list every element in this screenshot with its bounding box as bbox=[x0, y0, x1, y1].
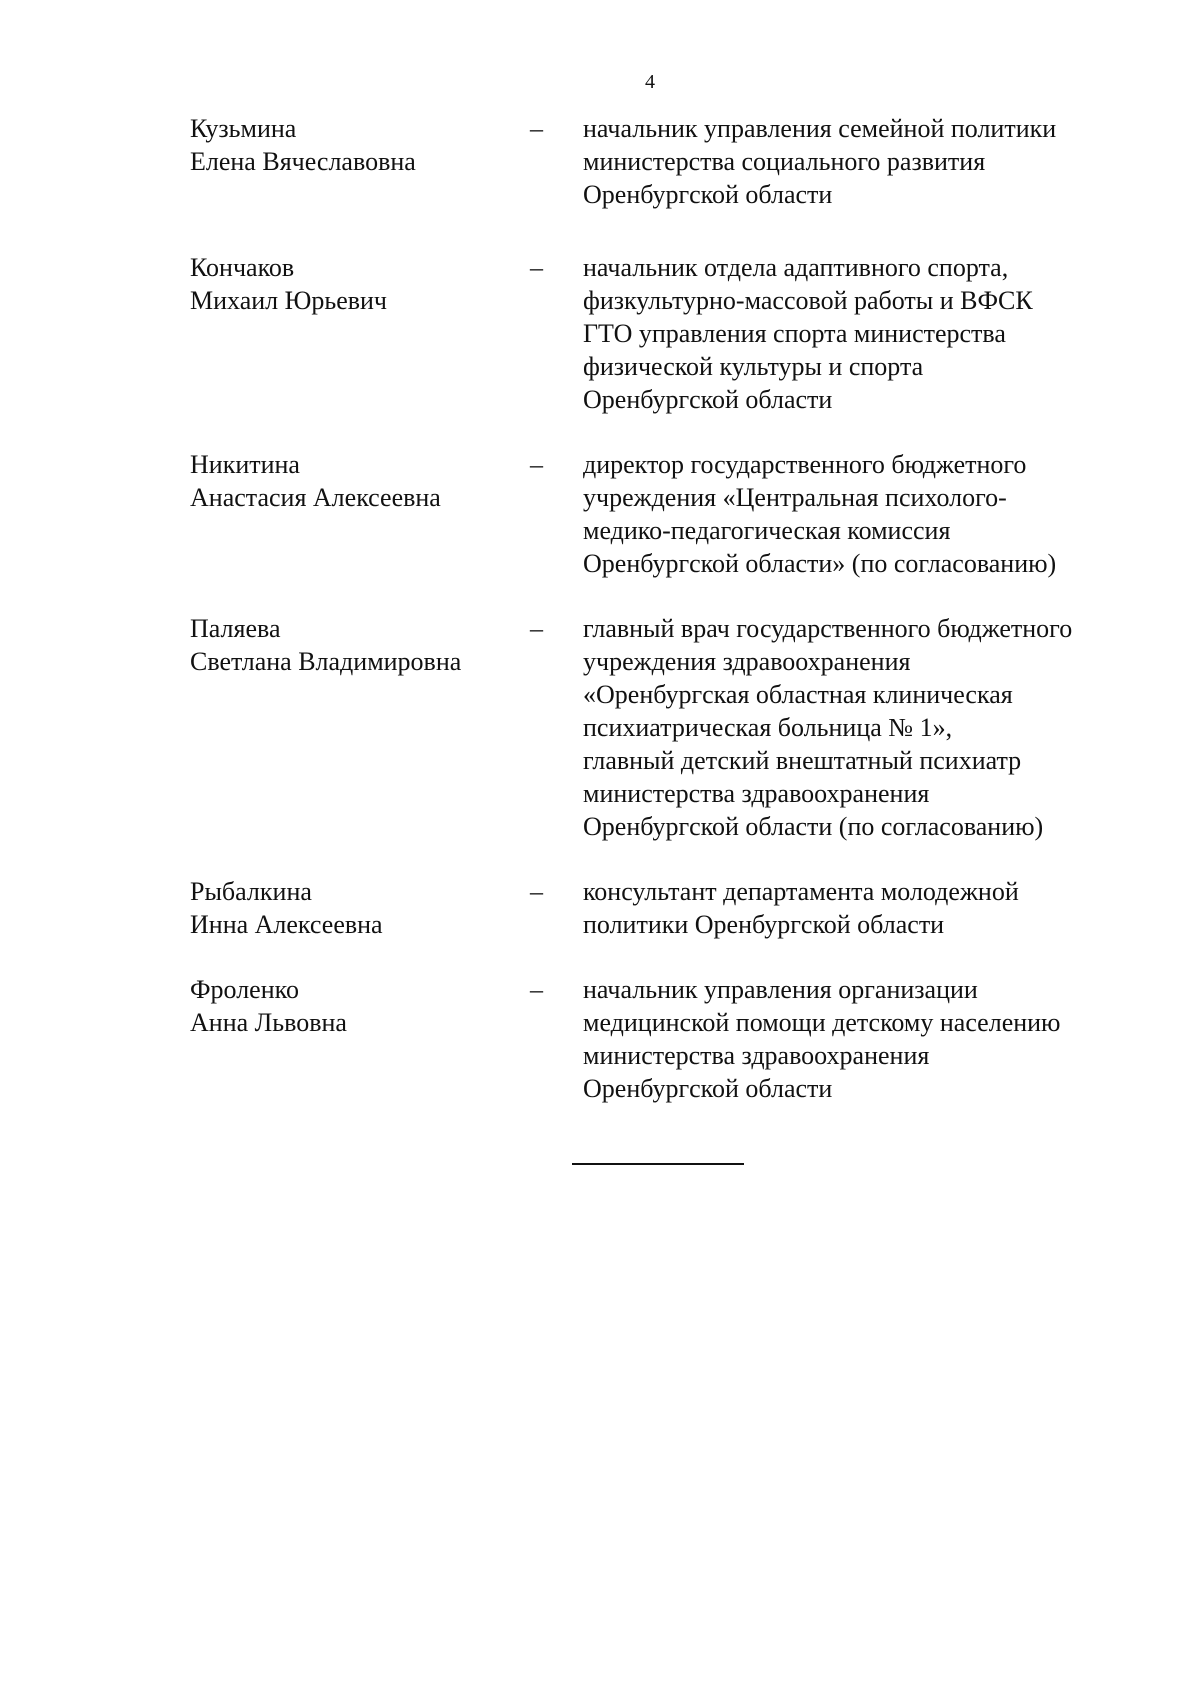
dash-separator: – bbox=[530, 975, 543, 1004]
member-position bbox=[583, 251, 1143, 416]
position-line: медицинской помощи детскому населению bbox=[583, 1008, 1061, 1037]
member-given-names: Светлана Владимировна bbox=[190, 647, 462, 676]
member-given-names: Анастасия Алексеевна bbox=[190, 483, 441, 512]
member-frolenko bbox=[190, 973, 1150, 1105]
position-line: начальник отдела адаптивного спорта, bbox=[583, 253, 1009, 282]
position-line: физической культуры и спорта bbox=[583, 352, 924, 381]
member-nikitina bbox=[190, 448, 1150, 580]
position-line: министерства здравоохранения bbox=[583, 779, 930, 808]
position-line: начальник управления организации bbox=[583, 975, 978, 1004]
member-surname: Рыбалкина bbox=[190, 877, 312, 906]
position-line: Оренбургской области» (по согласованию) bbox=[583, 549, 1057, 578]
dash-separator: – bbox=[530, 877, 543, 906]
member-name bbox=[190, 251, 510, 317]
member-konchakov bbox=[190, 251, 1150, 416]
member-rybalkina bbox=[190, 875, 1150, 941]
member-given-names: Инна Алексеевна bbox=[190, 910, 383, 939]
page-number: 4 bbox=[645, 71, 655, 93]
member-position bbox=[583, 973, 1143, 1105]
dash-separator: – bbox=[530, 253, 543, 282]
member-name bbox=[190, 448, 510, 514]
member-surname: Кузьмина bbox=[190, 114, 297, 143]
member-name bbox=[190, 973, 510, 1039]
dash-separator: – bbox=[530, 614, 543, 643]
position-line: Оренбургской области bbox=[583, 180, 833, 209]
position-line: «Оренбургская областная клиническая bbox=[583, 680, 1013, 709]
position-line: начальник управления семейной политики bbox=[583, 114, 1057, 143]
position-line: министерства здравоохранения bbox=[583, 1041, 930, 1070]
position-line: ГТО управления спорта министерства bbox=[583, 319, 1006, 348]
position-line: учреждения здравоохранения bbox=[583, 647, 911, 676]
commission-members-list bbox=[190, 112, 1150, 1105]
position-line: Оренбургской области (по согласованию) bbox=[583, 812, 1044, 841]
dash-separator: – bbox=[530, 114, 543, 143]
member-surname: Никитина bbox=[190, 450, 300, 479]
member-position bbox=[583, 612, 1143, 843]
position-line: главный врач государственного бюджетного bbox=[583, 614, 1073, 643]
member-name bbox=[190, 612, 510, 678]
member-position bbox=[583, 448, 1143, 580]
position-line: физкультурно-массовой работы и ВФСК bbox=[583, 286, 1033, 315]
position-line: главный детский внештатный психиатр bbox=[583, 746, 1022, 775]
dash-separator: – bbox=[530, 450, 543, 479]
member-name bbox=[190, 875, 510, 941]
member-name bbox=[190, 112, 510, 178]
position-line: министерства социального развития bbox=[583, 147, 986, 176]
position-line: консультант департамента молодежной bbox=[583, 877, 1019, 906]
member-position bbox=[583, 112, 1143, 211]
member-position bbox=[583, 875, 1143, 941]
position-line: психиатрическая больница № 1», bbox=[583, 713, 953, 742]
member-palyaeva bbox=[190, 612, 1150, 843]
position-line: Оренбургской области bbox=[583, 1074, 833, 1103]
member-surname: Фроленко bbox=[190, 975, 299, 1004]
position-line: Оренбургской области bbox=[583, 385, 833, 414]
position-line: медико-педагогическая комиссия bbox=[583, 516, 951, 545]
member-given-names: Михаил Юрьевич bbox=[190, 286, 388, 315]
member-surname: Паляева bbox=[190, 614, 281, 643]
position-line: учреждения «Центральная психолого- bbox=[583, 483, 1007, 512]
position-line: политики Оренбургской области bbox=[583, 910, 945, 939]
member-given-names: Елена Вячеславовна bbox=[190, 147, 416, 176]
member-surname: Кончаков bbox=[190, 253, 295, 282]
end-of-list-rule bbox=[572, 1163, 744, 1165]
member-given-names: Анна Львовна bbox=[190, 1008, 347, 1037]
member-kuzmina bbox=[190, 112, 1150, 211]
position-line: директор государственного бюджетного bbox=[583, 450, 1027, 479]
